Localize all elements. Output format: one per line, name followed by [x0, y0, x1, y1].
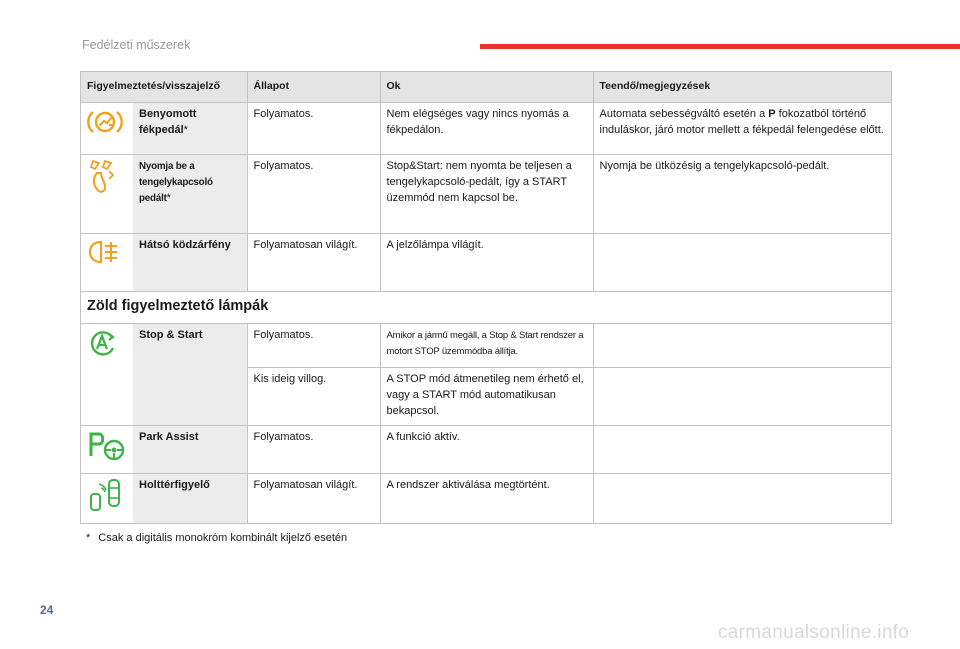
blind-spot-monitor-icon — [87, 478, 125, 512]
table-row — [81, 324, 892, 368]
brake-pedal-icon-cell — [81, 103, 134, 155]
cause-cell: A funkció aktív. — [380, 426, 593, 474]
footnote — [86, 532, 347, 544]
rear-fog-light-icon — [87, 238, 121, 266]
green-section-title: Zöld figyelmeztető lámpák — [81, 292, 892, 324]
state-cell: Folyamatosan világít. — [247, 474, 380, 524]
column-header-indicator: Figyelmeztetés/visszajelző — [81, 72, 248, 103]
action-cell — [593, 324, 892, 368]
indicator-name: Nyomja be a tengelykapcsoló pedált* — [133, 155, 247, 234]
indicator-name: Hátsó ködzárfény — [133, 234, 247, 292]
action-cell: Automata sebességváltó esetén a P fokozatból történő induláskor, járó motor mellett a fékpedál felengedése előtt. — [593, 103, 892, 155]
indicator-table — [80, 71, 892, 524]
action-cell — [593, 474, 892, 524]
column-header-action: Teendő/megjegyzések — [593, 72, 892, 103]
watermark: carmanualsonline.info — [718, 622, 910, 643]
cause-cell: Stop&Start: nem nyomta be teljesen a tengelykapcsoló-pedált, így a START üzemmód nem kapcsol be. — [380, 155, 593, 234]
action-cell — [593, 426, 892, 474]
state-cell: Folyamatosan világít. — [247, 234, 380, 292]
table-header-row — [81, 72, 892, 103]
indicator-name: Park Assist — [133, 426, 247, 474]
section-header: Fedélzeti műszerek — [82, 38, 191, 52]
table-row — [81, 426, 892, 474]
footnote-marker: * — [86, 532, 91, 544]
state-cell: Folyamatos. — [247, 103, 380, 155]
column-header-state: Állapot — [247, 72, 380, 103]
state-cell: Folyamatos. — [247, 324, 380, 368]
cause-cell: A STOP mód átmenetileg nem érhető el, vagy a START mód automatikusan bekapcsol. — [380, 368, 593, 426]
table-row — [81, 474, 892, 524]
rear-fog-light-icon-cell — [81, 234, 134, 292]
indicator-name: Holttérfigyelő — [133, 474, 247, 524]
indicator-name: Stop & Start — [133, 324, 247, 426]
clutch-pedal-icon — [87, 159, 117, 197]
stop-start-icon — [87, 328, 117, 358]
page-number: 24 — [40, 603, 54, 617]
cause-cell: A jelzőlámpa világít. — [380, 234, 593, 292]
cause-cell: A rendszer aktiválása megtörtént. — [380, 474, 593, 524]
action-cell: Nyomja be ütközésig a tengelykapcsoló-pedált. — [593, 155, 892, 234]
cause-cell: Nem elégséges vagy nincs nyomás a fékpedálon. — [380, 103, 593, 155]
state-cell: Folyamatos. — [247, 155, 380, 234]
blind-spot-icon-cell — [81, 474, 134, 524]
state-cell: Folyamatos. — [247, 426, 380, 474]
column-header-cause: Ok — [380, 72, 593, 103]
state-cell: Kis ideig villog. — [247, 368, 380, 426]
brake-pedal-warning-icon — [87, 107, 123, 137]
cause-cell: Amikor a jármű megáll, a Stop & Start rendszer a motort STOP üzemmódba állítja. — [380, 324, 593, 368]
action-cell — [593, 368, 892, 426]
indicator-name: Benyomott fékpedál* — [133, 103, 247, 155]
section-title-row — [81, 292, 892, 324]
stop-start-icon-cell — [81, 324, 134, 426]
park-assist-icon — [87, 430, 127, 462]
park-assist-icon-cell — [81, 426, 134, 474]
clutch-pedal-icon-cell — [81, 155, 134, 234]
table-row — [81, 103, 892, 155]
footnote-text: Csak a digitális monokróm kombinált kijelző esetén — [98, 532, 348, 544]
table-row — [81, 234, 892, 292]
table-row — [81, 155, 892, 234]
header-accent-bar — [480, 44, 960, 49]
action-cell — [593, 234, 892, 292]
